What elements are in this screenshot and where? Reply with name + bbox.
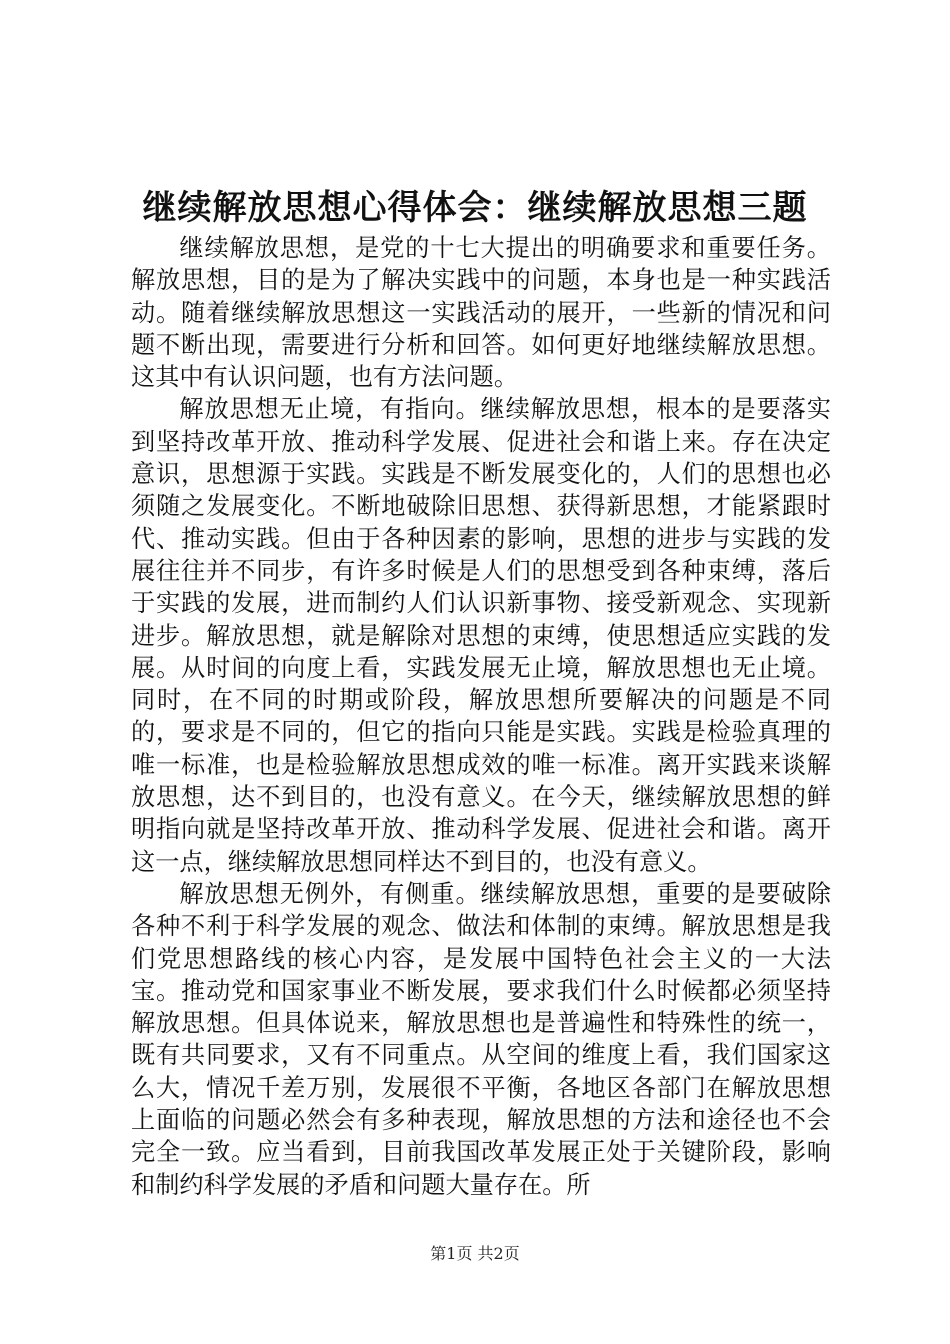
paragraph-emphasis: 解放思想无例外，有侧重。继续解放思想，重要的是要破除各种不利于科学发展的观念、做法和体制的束缚。解放思想是我们党思想路线的核心内容，是发展中国特色社会主义的一大法宝。推动党和国家事业不断发展，要求我们什么时候都必须坚持解放思想。但具体说来，解放思想也是普遍性和特殊性的统一，既有共同要求，又有不同重点。从空间的维度上看，我们国家这么大，情况千差万别，发展很不平衡，各地区各部门在解放思想上面临的问题必然会有多种表现，解放思想的方法和途径也不会完全一致。应当看到，目前我国改革发展正处于关键阶段，影响和制约科学发展的矛盾和问题大量存在。所 [131,879,831,1199]
paragraph-direction: 解放思想无止境，有指向。继续解放思想，根本的是要落实到坚持改革开放、推动科学发展、促进社会和谐上来。存在决定意识，思想源于实践。实践是不断发展变化的，人们的思想也必须随之发展变化。不断地破除旧思想、获得新思想，才能紧跟时代、推动实践。但由于各种因素的影响，思想的进步与实践的发展往往并不同步，有许多时候是人们的思想受到各种束缚，落后于实践的发展，进而制约人们认识新事物、接受新观念、实现新进步。解放思想，就是解除对思想的束缚，使思想适应实践的发展。从时间的向度上看，实践发展无止境，解放思想也无止境。同时，在不同的时期或阶段，解放思想所要解决的问题是不同的，要求是不同的，但它的指向只能是实践。实践是检验真理的唯一标准，也是检验解放思想成效的唯一标准。离开实践来谈解放思想，达不到目的，也没有意义。在今天，继续解放思想的鲜明指向就是坚持改革开放、推动科学发展、促进社会和谐。离开这一点，继续解放思想同样达不到目的，也没有意义。 [131,395,831,876]
document-body [131,232,831,1201]
page-number-footer: 第1页 共2页 [430,1244,520,1263]
document-title: 继续解放思想心得体会：继续解放思想三题 [142,188,808,228]
paragraph-intro: 继续解放思想，是党的十七大提出的明确要求和重要任务。解放思想，目的是为了解决实践中的问题，本身也是一种实践活动。随着继续解放思想这一实践活动的展开，一些新的情况和问题不断出现，需要进行分析和回答。如何更好地继续解放思想。这其中有认识问题，也有方法问题。 [131,234,831,392]
